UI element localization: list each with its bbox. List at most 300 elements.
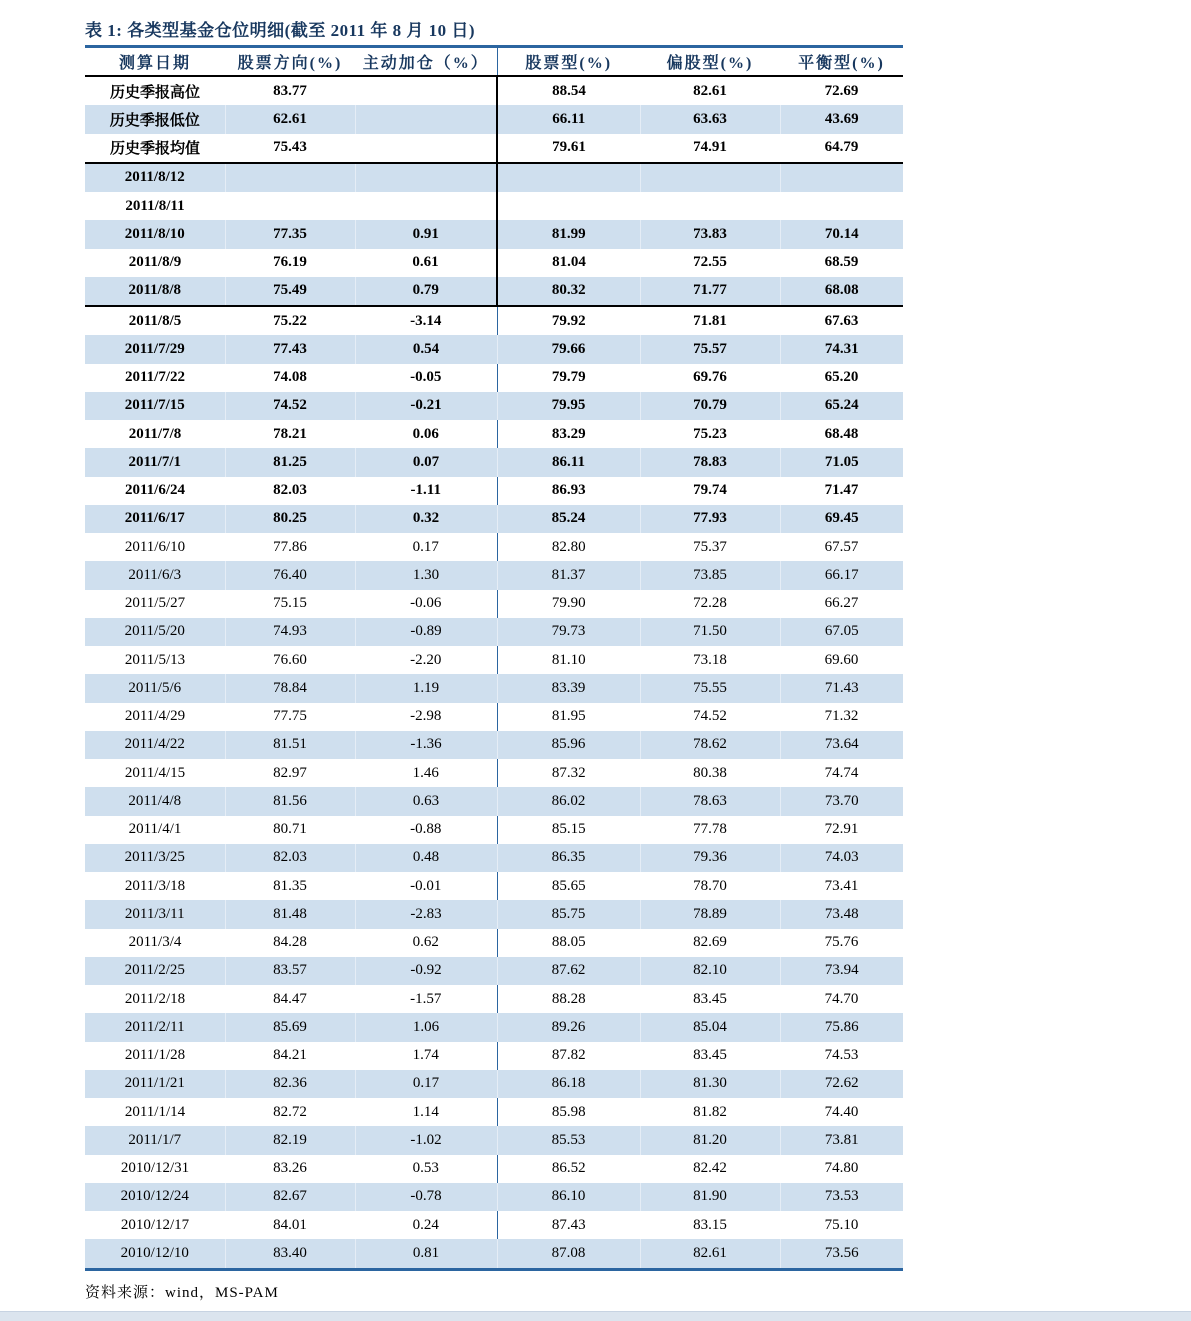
table-row [85,76,903,105]
cell-value: 87.32 [497,759,640,787]
cell-value: 82.03 [225,844,355,872]
cell-value: -0.88 [410,821,442,838]
cell-value: 74.40 [824,1103,859,1120]
cell-value: 85.69 [225,1013,355,1041]
cell-value: 82.97 [273,764,307,781]
table-row [85,844,903,872]
cell-value: -1.02 [355,1126,497,1154]
cell-value [355,76,497,105]
cell-value: 85.98 [497,1098,640,1126]
cell-value: 74.52 [693,708,727,725]
cell-value: 79.92 [497,306,640,335]
table-row [85,1183,903,1211]
cell-value: 0.79 [355,277,497,306]
cell-value: 83.29 [497,420,640,448]
cell-value: 72.62 [780,1070,903,1098]
cell-date: 2011/5/20 [85,618,225,646]
table-row [85,872,903,900]
cell-value: 81.51 [225,731,355,759]
cell-value: -1.11 [410,482,441,499]
table-row [85,618,903,646]
cell-value: 74.31 [780,335,903,363]
cell-date: 2011/3/18 [124,877,186,894]
cell-value: 73.83 [640,220,780,248]
cell-value: 0.06 [412,425,439,442]
table-row [85,590,903,618]
cell-value: 80.71 [273,821,307,838]
cell-value: 74.93 [225,618,355,646]
cell-value: 67.63 [824,312,859,329]
table-row [85,420,903,448]
cell-value: 76.40 [225,561,355,589]
cell-value: 85.75 [497,900,640,928]
cell-value: 73.48 [780,900,903,928]
cell-date: 2011/6/24 [124,482,185,499]
cell-date: 2011/8/12 [85,163,225,192]
cell-value: 83.39 [497,674,640,702]
cell-date: 2011/2/11 [85,1013,225,1041]
cell-value: 70.79 [640,392,780,420]
cell-value: 79.73 [497,618,640,646]
cell-value: 81.48 [225,900,355,928]
cell-value: 0.17 [355,1070,497,1098]
cell-value: 74.03 [780,844,903,872]
cell-value: 86.02 [497,787,640,815]
column-header: 平衡型(%) [780,47,903,77]
cell-value: 85.15 [497,816,640,844]
cell-value [780,163,903,192]
cell-date: 2011/8/8 [85,277,225,306]
cell-date: 历史季报均值 [85,134,225,163]
cell-date: 2011/6/17 [85,505,225,533]
cell-value: 81.37 [497,561,640,589]
cell-value: 75.37 [693,538,727,555]
cell-date: 2010/12/10 [85,1239,225,1269]
table-row [85,816,903,844]
table-row [85,335,903,363]
cell-date: 2011/5/6 [85,674,225,702]
cell-value: 79.79 [497,364,640,392]
cell-date: 历史季报低位 [85,105,225,133]
cell-value: 72.28 [693,595,727,612]
cell-value: 81.20 [640,1126,780,1154]
cell-date: 2011/1/14 [124,1103,186,1120]
cell-value: 81.95 [497,703,640,731]
cell-value: -0.06 [410,595,442,612]
cell-value: 75.76 [824,934,859,951]
cell-value: 65.24 [780,392,903,420]
cell-value [355,163,497,192]
cell-value: 69.76 [693,369,727,386]
cell-date: 2011/3/11 [85,900,225,928]
cell-value: 81.35 [273,877,307,894]
cell-value: 88.54 [497,76,640,105]
cell-value: 63.63 [640,105,780,133]
cell-value: 1.14 [412,1103,439,1120]
table-body [85,76,903,1269]
cell-value: 71.50 [640,618,780,646]
cell-value: 0.91 [355,220,497,248]
cell-value: 80.38 [693,764,727,781]
cell-date: 2011/7/8 [128,425,182,442]
table-row [85,1070,903,1098]
cell-value [640,163,780,192]
cell-value: 0.62 [412,934,439,951]
cell-value: -3.14 [410,312,442,329]
cell-value: 77.86 [273,538,307,555]
cell-date: 2011/1/7 [85,1126,225,1154]
cell-value: 68.08 [780,277,903,306]
cell-value: 72.69 [824,82,859,99]
cell-value: 85.65 [497,872,640,900]
cell-value: 88.28 [497,985,640,1013]
cell-value: 81.90 [640,1183,780,1211]
table-row [85,985,903,1013]
cell-value: 43.69 [780,105,903,133]
cell-value: 67.05 [780,618,903,646]
cell-value: 73.64 [780,731,903,759]
cell-value: 75.15 [273,595,307,612]
cell-value: 75.57 [640,335,780,363]
table-row [85,561,903,589]
cell-date: 2011/3/25 [85,844,225,872]
cell-value: 73.53 [780,1183,903,1211]
cell-value: -0.92 [355,957,497,985]
cell-value: 83.26 [273,1160,307,1177]
cell-value [355,134,497,163]
cell-date: 2011/8/9 [128,254,182,271]
table-row [85,957,903,985]
cell-value: 77.93 [640,505,780,533]
table-row [85,1155,903,1183]
cell-value: 82.61 [640,1239,780,1269]
cell-value: 84.21 [273,1047,307,1064]
cell-date: 2011/7/15 [85,392,225,420]
table-row [85,1098,903,1126]
cell-value: 0.07 [355,448,497,476]
cell-value: 77.35 [225,220,355,248]
cell-value: 1.06 [355,1013,497,1041]
cell-value: 81.99 [497,220,640,248]
cell-date: 2011/5/27 [124,595,186,612]
cell-date: 2010/12/17 [120,1216,190,1233]
cell-value: 89.26 [497,1013,640,1041]
table-row [85,1239,903,1269]
table-row [85,220,903,248]
cell-value: 81.30 [640,1070,780,1098]
cell-value: 73.56 [780,1239,903,1269]
cell-value [640,192,780,220]
cell-date: 2011/6/10 [124,538,186,555]
cell-value: 74.53 [824,1047,859,1064]
cell-value: 86.35 [497,844,640,872]
cell-value: 81.56 [225,787,355,815]
cell-date: 2011/5/13 [124,651,186,668]
cell-value: 67.57 [824,538,859,555]
cell-value: -2.98 [410,708,442,725]
cell-value [497,163,640,192]
cell-value: 73.85 [640,561,780,589]
cell-value [497,192,640,220]
table-title: 表 1: 各类型基金仓位明细(截至 2011 年 8 月 10 日) [85,21,476,40]
cell-value: 82.67 [225,1183,355,1211]
cell-date: 2011/3/4 [128,934,182,951]
cell-value: 74.91 [640,134,780,163]
cell-value: 76.60 [273,651,307,668]
cell-value: 86.18 [497,1070,640,1098]
cell-value: 0.32 [355,505,497,533]
table-row [85,929,903,957]
cell-value: 83.15 [693,1216,727,1233]
cell-value: 69.45 [780,505,903,533]
cell-value: 78.62 [640,731,780,759]
cell-value [225,192,355,220]
cell-value: 83.57 [225,957,355,985]
cell-value: -2.83 [355,900,497,928]
header-row [85,47,903,77]
cell-value: 79.61 [497,134,640,163]
table-row [85,646,903,674]
cell-value: 87.82 [497,1042,640,1070]
cell-date: 2011/4/8 [85,787,225,815]
cell-value: 83.45 [693,1047,727,1064]
cell-value: 1.19 [355,674,497,702]
cell-date: 2011/8/10 [85,220,225,248]
cell-value: 66.27 [824,595,859,612]
cell-value: 74.80 [824,1160,859,1177]
cell-value: 82.10 [640,957,780,985]
cell-value: 76.19 [273,254,307,271]
cell-value: 86.11 [497,448,640,476]
table-header [85,47,903,77]
table-row [85,249,903,277]
cell-value: 85.53 [497,1126,640,1154]
cell-value: -0.05 [410,369,442,386]
cell-value: 72.55 [693,254,727,271]
cell-value: 65.20 [824,369,859,386]
table-row [85,533,903,561]
cell-value: 70.14 [780,220,903,248]
cell-value: 75.43 [225,134,355,163]
cell-value: 0.61 [412,254,439,271]
cell-value: 84.01 [273,1216,307,1233]
cell-value: 71.77 [640,277,780,306]
cell-value: 0.48 [355,844,497,872]
table-row [85,900,903,928]
source-note: 资料来源：wind，MS-PAM [85,1285,279,1301]
cell-date: 2010/12/24 [85,1183,225,1211]
cell-value: 0.53 [412,1160,439,1177]
table-row [85,731,903,759]
cell-value: 78.89 [640,900,780,928]
cell-value: 88.05 [497,929,640,957]
cell-value: 82.19 [225,1126,355,1154]
table-row [85,448,903,476]
cell-value: 73.94 [780,957,903,985]
cell-value: 69.60 [824,651,859,668]
cell-value: 82.03 [273,482,307,499]
cell-date: 2011/1/28 [124,1047,186,1064]
table-container [85,45,903,1271]
cell-value [355,105,497,133]
cell-date: 2011/4/29 [124,708,186,725]
cell-date: 历史季报高位 [109,84,200,101]
cell-value: 79.66 [497,335,640,363]
cell-value: 0.81 [355,1239,497,1269]
cell-value: 71.47 [824,482,859,499]
cell-date: 2011/7/1 [85,448,225,476]
page-bottom-strip [0,1311,1191,1321]
cell-value: 82.69 [693,934,727,951]
cell-value: 72.91 [824,821,859,838]
cell-value: 78.63 [640,787,780,815]
cell-date: 2011/4/15 [124,764,186,781]
column-header: 股票型(%) [497,47,640,77]
cell-value: 86.93 [497,477,640,505]
cell-value: 66.11 [497,105,640,133]
cell-value: 64.79 [780,134,903,163]
cell-value: 73.18 [693,651,727,668]
cell-value: 73.81 [780,1126,903,1154]
cell-value: 1.46 [412,764,439,781]
cell-value: 80.25 [225,505,355,533]
cell-date: 2011/4/1 [128,821,182,838]
cell-value: 78.84 [225,674,355,702]
cell-value: 82.72 [273,1103,307,1120]
cell-value: 83.77 [273,82,307,99]
cell-value: 78.83 [640,448,780,476]
table-row [85,759,903,787]
cell-value: 86.10 [497,1183,640,1211]
cell-value: 81.10 [497,646,640,674]
cell-date: 2011/8/11 [125,197,185,214]
cell-value: 77.78 [693,821,727,838]
cell-value: 75.22 [273,312,307,329]
cell-value: 77.43 [225,335,355,363]
cell-value: 86.52 [497,1155,640,1183]
cell-value: 71.32 [824,708,859,725]
table-row [85,1042,903,1070]
cell-value: 79.90 [497,590,640,618]
cell-value: 82.36 [225,1070,355,1098]
table-row [85,787,903,815]
cell-date: 2010/12/31 [120,1160,190,1177]
cell-value: 87.43 [497,1211,640,1239]
cell-value: 75.49 [225,277,355,306]
cell-value: 85.96 [497,731,640,759]
cell-value: 74.52 [225,392,355,420]
cell-date: 2011/7/29 [85,335,225,363]
cell-value: 78.21 [273,425,307,442]
cell-value: 80.32 [497,277,640,306]
cell-value [225,163,355,192]
cell-value: 1.30 [355,561,497,589]
cell-value: 78.70 [693,877,727,894]
table-row [85,364,903,392]
column-header: 股票方向(%) [225,47,355,77]
column-header: 偏股型(%) [640,47,780,77]
cell-date: 2011/8/5 [128,312,182,329]
cell-value: 87.62 [497,957,640,985]
cell-value: 75.10 [824,1216,859,1233]
cell-value: 81.04 [497,249,640,277]
table-row [85,192,903,220]
cell-value: 68.48 [824,425,859,442]
cell-value: -1.57 [410,990,442,1007]
cell-value: 75.23 [693,425,727,442]
cell-value: 68.59 [824,254,859,271]
cell-value: 82.80 [497,533,640,561]
cell-value: -0.89 [355,618,497,646]
cell-value: 1.74 [412,1047,439,1064]
column-header: 主动加仓（%） [355,47,497,77]
cell-date: 2011/7/22 [124,369,185,386]
cell-value: 71.81 [693,312,727,329]
cell-value: 85.04 [640,1013,780,1041]
table-row [85,306,903,335]
cell-value: 82.61 [693,82,727,99]
table-row [85,163,903,192]
cell-value: 81.82 [693,1103,727,1120]
cell-date: 2011/2/18 [124,990,186,1007]
cell-value: 87.08 [497,1239,640,1269]
cell-value: 0.24 [412,1216,439,1233]
table-row [85,703,903,731]
cell-value: 0.17 [412,538,439,555]
cell-value: 82.42 [693,1160,727,1177]
cell-date: 2011/4/22 [85,731,225,759]
table-row [85,134,903,163]
cell-value: -1.36 [355,731,497,759]
cell-value: 85.24 [497,505,640,533]
table-row [85,1126,903,1154]
table-row [85,477,903,505]
cell-date: 2011/6/3 [85,561,225,589]
cell-date: 2011/2/25 [85,957,225,985]
cell-value: 74.08 [273,369,307,386]
cell-value: 73.41 [824,877,859,894]
positions-table [85,45,903,1271]
cell-value: -2.20 [410,651,442,668]
cell-date: 2011/1/21 [85,1070,225,1098]
cell-value: 71.43 [780,674,903,702]
column-header: 测算日期 [85,47,225,77]
cell-value: 74.74 [824,764,859,781]
table-row [85,392,903,420]
cell-value: 66.17 [780,561,903,589]
cell-value: 79.74 [693,482,727,499]
table-row [85,674,903,702]
cell-value: 75.55 [640,674,780,702]
cell-value: 77.75 [273,708,307,725]
cell-value: 84.28 [273,934,307,951]
cell-value: 79.95 [497,392,640,420]
cell-value: 73.70 [780,787,903,815]
cell-value: 74.70 [824,990,859,1007]
cell-value: 62.61 [225,105,355,133]
cell-value: 79.36 [640,844,780,872]
cell-value: 81.25 [225,448,355,476]
cell-value: -0.78 [355,1183,497,1211]
cell-value: -0.21 [355,392,497,420]
table-row [85,1211,903,1239]
cell-value [780,192,903,220]
cell-value: 84.47 [273,990,307,1007]
table-row [85,105,903,133]
cell-value [355,192,497,220]
cell-value: 75.86 [780,1013,903,1041]
cell-value: 83.40 [225,1239,355,1269]
